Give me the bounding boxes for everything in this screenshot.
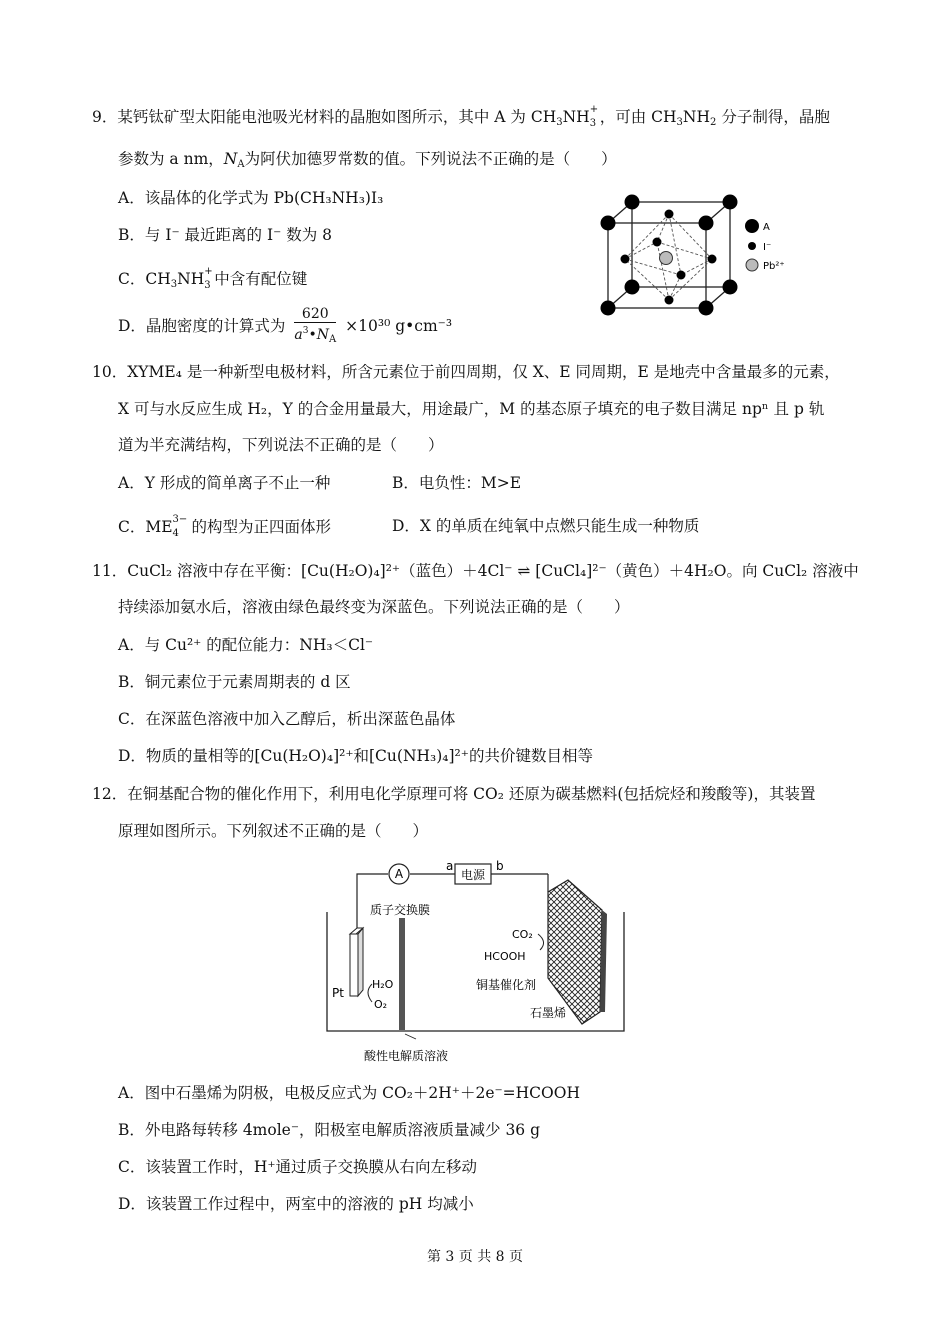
q10-option-d: D．X 的单质在纯氧中点燃只能生成一种物质 — [392, 517, 700, 535]
membrane-pointer — [405, 1034, 416, 1039]
q10-stem-line1: 10．XYME₄ 是一种新型电极材料，所含元素位于前四周期，仅 X、E 同周期，E 是地壳中含量最多的元素， — [92, 363, 840, 381]
ammeter-label: A — [394, 867, 404, 881]
proton-membrane — [399, 918, 405, 1030]
legend-a: A — [763, 222, 770, 233]
power-label: 电源 — [460, 868, 486, 882]
membrane-label: 质子交换膜 — [370, 903, 431, 917]
q11-stem-line1: 11．CuCl₂ 溶液中存在平衡：[Cu(H₂O)₄]²⁺（蓝色）＋4Cl⁻ ⇌ [CuCl₄]²⁻（黄色）＋4H₂O。向 CuCl₂ 溶液中 — [92, 562, 859, 580]
q9-option-d: D．晶胞密度的计算式为 $\frac{620}{a^3•N_A}$ ×10³⁰ g•cm⁻³ — [118, 306, 452, 348]
q9-stem-line2: 参数为 a nm，$N_A$为阿伏加德罗常数的值。下列说法不正确的是（ ） — [118, 150, 617, 170]
q12-option-d: D．该装置工作过程中，两室中的溶液的 pH 均减小 — [118, 1195, 474, 1213]
q9-option-a: A．该晶体的化学式为 Pb(CH₃NH₃)I₃ — [118, 189, 384, 207]
q10-stem-line3: 道为半充满结构，下列说法不正确的是（ ） — [118, 436, 444, 454]
q10-option-b: B．电负性：M>E — [392, 474, 522, 492]
crystal-cell-diagram — [590, 186, 800, 326]
electrolysis-diagram — [320, 854, 630, 1070]
graphene-label: 石墨烯 — [530, 1006, 567, 1020]
q11-option-c: C．在深蓝色溶液中加入乙醇后，析出深蓝色晶体 — [118, 710, 456, 728]
q9-stem-line1: 9．某钙钛矿型太阳能电池吸光材料的晶胞如图所示，其中 A 为 $CH_3NH$ + 3 ，可由 $CH_3NH_2$ 分子制得，晶胞 — [92, 104, 830, 129]
q12-option-a: A．图中石墨烯为阴极，电极反应式为 CO₂＋2H⁺＋2e⁻=HCOOH — [118, 1084, 580, 1102]
q10-option-c: C．ME 3− 4 的构型为正四面体形 — [118, 514, 331, 539]
hcooh-label: HCOOH — [484, 950, 526, 963]
pt-label: Pt — [332, 986, 344, 1000]
q10-stem-line2: X 可与水反应生成 H₂，Y 的合金用量最大，用途最广，M 的基态原子填充的电子数目满足 npⁿ 且 p 轨 — [118, 400, 825, 418]
page-footer: 第 3 页 共 8 页 — [426, 1249, 524, 1265]
electrolyte-label: 酸性电解质溶液 — [364, 1049, 449, 1063]
q11-option-d: D．物质的量相等的[Cu(H₂O)₄]²⁺和[Cu(NH₃)₄]²⁺的共价键数目相等 — [118, 747, 593, 765]
q11-option-a: A．与 Cu²⁺ 的配位能力：NH₃＜Cl⁻ — [118, 636, 374, 654]
q9-option-b: B．与 I⁻ 最近距离的 I⁻ 数为 8 — [118, 226, 332, 244]
legend-iodide: I⁻ — [763, 242, 772, 253]
q12-option-b: B．外电路每转移 4mole⁻，阳极室电解质溶液质量减少 36 g — [118, 1121, 541, 1139]
co2-label: CO₂ — [512, 928, 533, 941]
q10-option-a: A．Y 形成的简单离子不止一种 — [118, 474, 331, 492]
circuit-wires — [357, 874, 548, 929]
q12-stem-line1: 12．在铜基配合物的催化作用下，利用电化学原理可将 CO₂ 还原为碳基燃料(包括烷烃和羧酸等)，其装置 — [92, 785, 816, 803]
graphene-electrode — [548, 880, 602, 1024]
q12-option-c: C．该装置工作时，H⁺通过质子交换膜从右向左移动 — [118, 1158, 478, 1176]
pt-electrode — [350, 928, 363, 996]
legend-lead: Pb²⁺ — [763, 261, 785, 272]
terminal-a-label: a — [446, 859, 454, 873]
density-fraction: $\frac{620}{a^3•N_A}$ — [294, 306, 337, 345]
catalyst-label: 铜基催化剂 — [476, 978, 537, 992]
terminal-b-label: b — [496, 859, 504, 873]
q11-option-b: B．铜元素位于元素周期表的 d 区 — [118, 673, 351, 691]
cathode-arrow — [538, 934, 544, 950]
cell-legend — [745, 219, 785, 272]
h2o-label: H₂O — [372, 978, 394, 991]
q12-stem-line2: 原理如图所示。下列叙述不正确的是（ ） — [118, 822, 429, 840]
q11-stem-line2: 持续添加氨水后，溶液由绿色最终变为深蓝色。下列说法正确的是（ ） — [118, 598, 630, 616]
lead-atom — [660, 252, 673, 265]
q9-option-c: C．$CH_3NH$ + 3 中含有配位键 — [118, 266, 308, 291]
o2-label: O₂ — [374, 998, 388, 1011]
